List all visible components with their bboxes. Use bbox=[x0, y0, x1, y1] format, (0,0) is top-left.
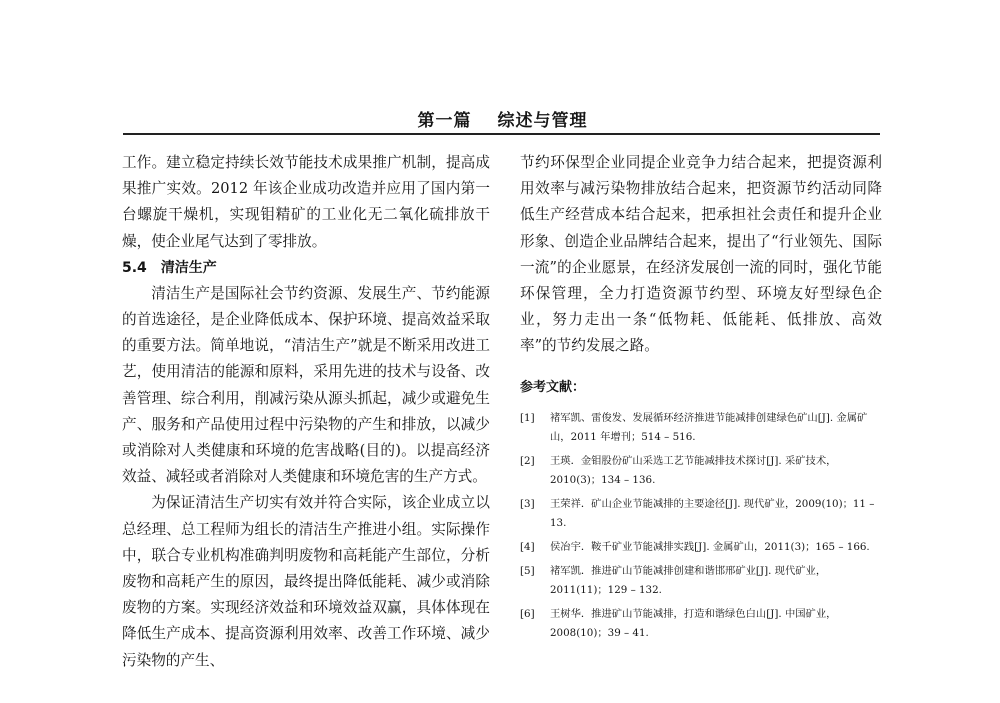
right-paragraph: 节约环保型企业同提企业竞争力结合起来，把提资源利用效率与减污染物排放结合起来，把资源节约活动同降低生产经营成本结合起来，把承担社会责任和提升企业形象、创造企业品牌结合起来，提出了“行业领先、国际一流”的企业愿景，在经济发展创一流的同时，强化节能环保管理，全力打造资源节约型、环境友好型绿色企业，努力走出一条“低物耗、低能耗、低排放、高效率”的节约发展之路。 bbox=[520, 154, 882, 355]
section-number: 5.4 bbox=[122, 259, 147, 276]
reference-number: [1] bbox=[520, 411, 535, 424]
reference-number: [5] bbox=[520, 564, 535, 577]
reference-text: 褚军凯、雷俊发、发展循环经济推进节能减排创建绿色矿山[J]. 金属矿山，2011 年增刊；514 – 516. bbox=[550, 411, 868, 443]
reference-text: 王荣祥．矿山企业节能减排的主要途径[J]. 现代矿业，2009(10)；11 – 13. bbox=[550, 497, 875, 529]
reference-text: 侯冶宇．鞍千矿业节能减排实践[J]. 金属矿山，2011(3)；165 – 166. bbox=[550, 540, 870, 553]
reference-number: [4] bbox=[520, 540, 535, 553]
reference-number: [2] bbox=[520, 454, 535, 467]
reference-number: [3] bbox=[520, 497, 535, 510]
reference-item bbox=[520, 452, 882, 490]
part-title: 综述与管理 bbox=[497, 111, 588, 131]
reference-item bbox=[520, 495, 882, 533]
section-heading bbox=[122, 255, 490, 281]
header-rule bbox=[123, 133, 880, 135]
part-label: 第一篇 bbox=[417, 111, 472, 131]
references-heading: 参考文献： bbox=[520, 379, 586, 395]
intro-paragraph: 工作。建立稳定持续长效节能技术成果推广机制，提高成果推广实效。2012 年该企业成功改造并应用了国内第一台螺旋干燥机，实现钼精矿的工业化无二氧化硫排放干燥，使企业尾气达到了零排放。 bbox=[122, 154, 490, 250]
reference-list bbox=[520, 409, 882, 643]
reference-number: [6] bbox=[520, 607, 535, 620]
page-header bbox=[125, 106, 880, 131]
left-column bbox=[122, 150, 490, 674]
reference-item bbox=[520, 562, 882, 600]
reference-text: 王树华．推进矿山节能减排，打造和谐绿色白山[J]. 中国矿业，2008(10)；39 – 41. bbox=[550, 607, 837, 639]
body-paragraph-1: 清洁生产是国际社会节约资源、发展生产、节约能源的首选途径，是企业降低成本、保护环境、提高效益采取的重要方法。简单地说，“清洁生产”就是不断采用改进工艺，使用清洁的能源和原料，采用先进的技术与设备、改善管理、综合利用，削减污染从源头抓起，减少或避免生产、服务和产品使用过程中污染物的产生和排放，以减少或消除对人类健康和环境的危害战略(目的)。以提高经济效益、减轻或者消除对人类健康和环境危害的生产方式。 bbox=[122, 284, 490, 486]
reference-item bbox=[520, 538, 882, 557]
reference-text: 王瑛．金钼股份矿山采选工艺节能减排技术探讨[J]. 采矿技术，2010(3)；134 – 136. bbox=[550, 454, 837, 486]
body-paragraph-2: 为保证清洁生产切实有效并符合实际，该企业成立以总经理、总工程师为组长的清洁生产推进小组。实际操作中，联合专业机构准确判明废物和高耗能产生部位，分析废物和高耗产生的原因，最终提出降低能耗、减少或消除废物的方案。实现经济效益和环境效益双赢，具体体现在降低生产成本、提高资源利用效率、改善工作环境、减少污染物的产生、 bbox=[122, 494, 490, 669]
reference-item bbox=[520, 605, 882, 643]
right-column bbox=[520, 150, 882, 648]
reference-item bbox=[520, 409, 882, 447]
reference-text: 褚军凯．推进矿山节能减排创建和谐邯邢矿业[J]. 现代矿业，2011(11)；129 – 132. bbox=[550, 564, 827, 596]
section-title: 清洁生产 bbox=[160, 259, 217, 276]
